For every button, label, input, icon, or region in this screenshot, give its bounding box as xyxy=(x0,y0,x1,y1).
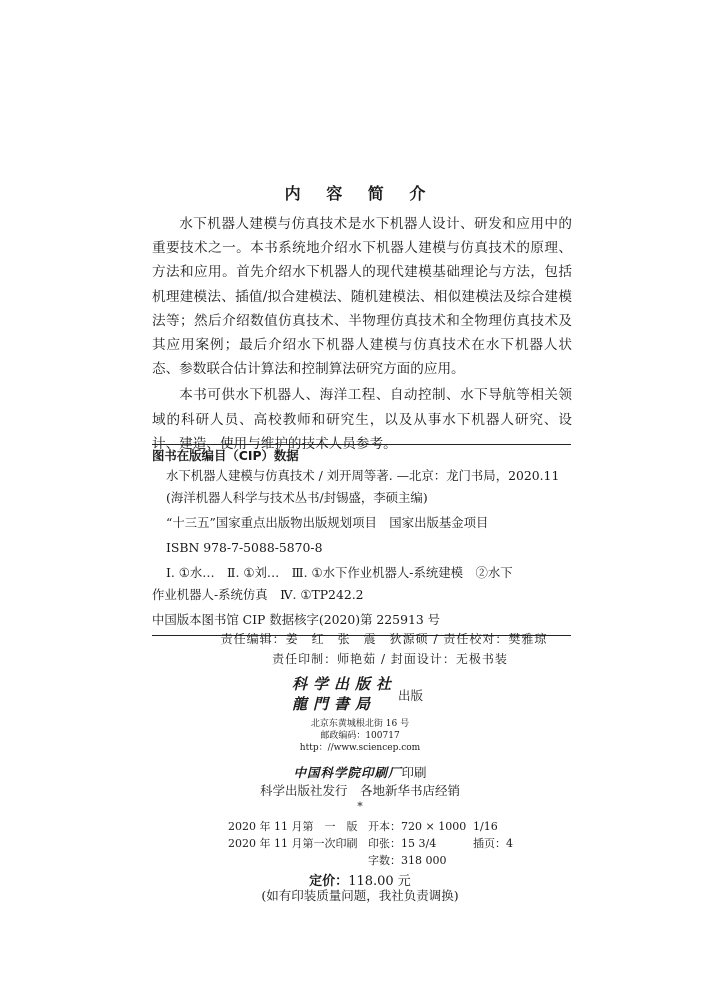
summary-body xyxy=(152,212,572,456)
printing-date: 2020 年 11 月第一次印刷 xyxy=(228,837,358,850)
editor-credits: 责任编辑：姜 红 张 震 狄源硕 / 责任校对：樊雅琼 xyxy=(220,632,548,646)
cip-classification: Ⅰ. ①水… Ⅱ. ①刘… Ⅲ. ①水下作业机器人-系统建模 ②水下 xyxy=(166,565,513,580)
format-size: 开本：720 × 1000 xyxy=(368,820,467,833)
cip-series-line: (海洋机器人科学与技术丛书/封锡盛，李硕主编) xyxy=(166,490,428,505)
printer-line xyxy=(0,763,720,781)
summary-heading: 内 容 简 介 xyxy=(284,184,436,203)
cip-bibliographic-line: 水下机器人建模与仿真技术 / 刘开周等著. —北京：龙门书局，2020.11 xyxy=(166,468,560,483)
cip-project-line: “十三五”国家重点出版物出版规划项目 国家出版基金项目 xyxy=(166,515,489,530)
cip-data-block xyxy=(152,444,571,636)
production-credits: 责任印制：师艳茹 / 封面设计：无极书装 xyxy=(272,652,508,666)
price-label: 定价： xyxy=(309,874,349,889)
cip-classification-cont: 作业机器人-系统仿真 Ⅳ. ①TP242.2 xyxy=(152,587,364,602)
publisher-name-1: 科学出版社 xyxy=(292,675,398,693)
cip-record-number: 中国版本图书馆 CIP 数据核字(2020)第 225913 号 xyxy=(152,612,441,627)
publisher-logo-text xyxy=(292,674,402,714)
cip-title: 图书在版编目（CIP）数据 xyxy=(152,448,299,463)
plates-count: 插页：4 xyxy=(473,837,513,850)
separator-star: * xyxy=(357,800,363,813)
printer-name: 中国科学院印刷厂 xyxy=(293,765,402,780)
cip-isbn: ISBN 978-7-5088-5870-8 xyxy=(166,540,323,555)
edition-row xyxy=(228,818,498,834)
publisher-name-2: 龍門書局 xyxy=(292,695,377,713)
printer-suffix: 印刷 xyxy=(401,765,427,780)
distribution-line: 科学出版社发行 各地新华书店经销 xyxy=(259,783,460,798)
sheets-count: 印张：15 3/4 xyxy=(368,837,437,850)
summary-paragraph: 本书可供水下机器人、海洋工程、自动控制、水下导航等相关领域的科研人员、高校教师和研究生，以及从事水下机器人研究、设计、建造、使用与维护的技术人员参考。 xyxy=(152,387,572,452)
publisher-url: http：//www.sciencep.com xyxy=(299,743,421,753)
edition-date: 2020 年 11 月第 一 版 xyxy=(228,820,358,833)
printing-row xyxy=(228,835,513,851)
format-fraction: 1/16 xyxy=(473,820,498,833)
publisher-postcode: 邮政编码：100717 xyxy=(320,731,400,741)
quality-note: (如有印装质量问题，我社负责调换) xyxy=(261,888,459,903)
summary-paragraph: 水下机器人建模与仿真技术是水下机器人设计、研发和应用中的重要技术之一。本书系统地介绍水下机器人建模与仿真技术的原理、方法和应用。首先介绍水下机器人的现代建模基础理论与方法，包括机理建模法、插值/拟合建模法、随机建模法、相似建模法及综合建模法等；然后介绍数值仿真技术、半物理仿真技术和全物理仿真技术及其应用案例；最后介绍水下机器人建模与仿真技术在水下机器人状态、参数联合估计算法和控制算法研究方面的应用。 xyxy=(152,216,572,378)
word-count-row xyxy=(228,852,473,868)
publisher-address: 北京东黄城根北街 16 号 xyxy=(310,719,410,729)
word-count: 字数：318 000 xyxy=(368,854,447,867)
price-value: 118.00 元 xyxy=(348,874,411,889)
publisher-suffix: 出版 xyxy=(398,688,424,703)
